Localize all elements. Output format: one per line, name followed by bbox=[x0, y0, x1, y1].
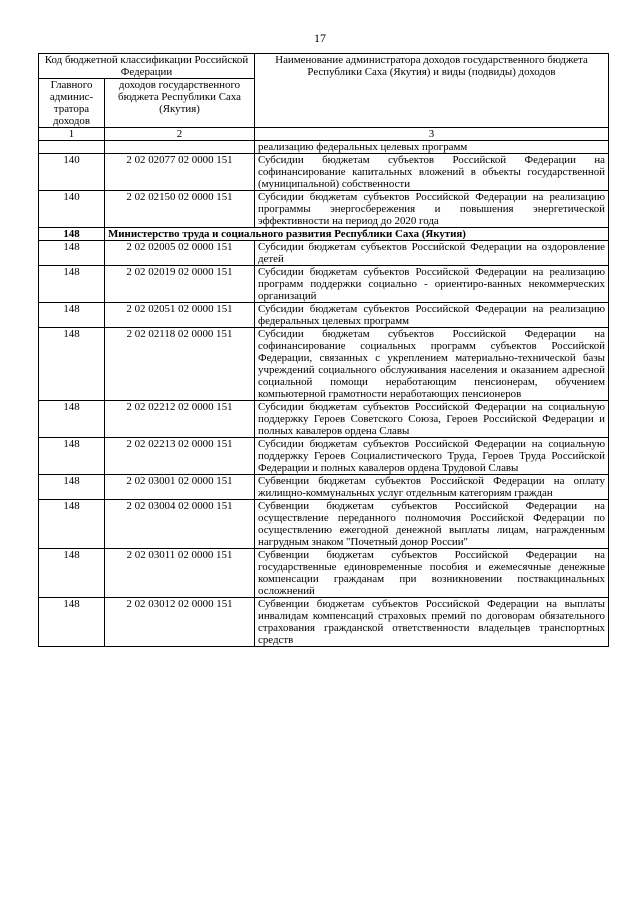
income-description-cell: Субсидии бюджетам субъектов Российской Федерации на социальную поддержку Героев Советского Союза, Героев Российской Федерации и полных кавалеров ордена Славы bbox=[255, 401, 609, 438]
table-row bbox=[39, 475, 609, 500]
income-code-cell bbox=[105, 141, 255, 154]
admin-code-cell: 148 bbox=[39, 241, 105, 266]
admin-code-cell: 148 bbox=[39, 500, 105, 549]
admin-code-cell: 148 bbox=[39, 266, 105, 303]
admin-code-cell: 148 bbox=[39, 438, 105, 475]
table-row bbox=[39, 303, 609, 328]
income-description-cell: Субсидии бюджетам субъектов Российской Федерации на реализацию программ поддержки социально - ориентиро-ванных некоммерческих организаций bbox=[255, 266, 609, 303]
admin-code-cell: 148 bbox=[39, 401, 105, 438]
income-code-cell: 2 02 02150 02 0000 151 bbox=[105, 191, 255, 228]
admin-code-cell: 148 bbox=[39, 328, 105, 401]
admin-code-cell: 148 bbox=[39, 475, 105, 500]
income-code-cell: 2 02 02051 02 0000 151 bbox=[105, 303, 255, 328]
ministry-row bbox=[39, 228, 609, 241]
income-description-cell: Субсидии бюджетам субъектов Российской Федерации на оздоровление детей bbox=[255, 241, 609, 266]
admin-code-cell bbox=[39, 141, 105, 154]
table-row bbox=[39, 500, 609, 549]
income-description-cell: Субвенции бюджетам субъектов Российской Федерации на выплаты инвалидам компенсаций страховых премий по договорам обязательного страхования гражданской ответственности владельцев транспортных средств bbox=[255, 598, 609, 647]
income-description-cell: Субвенции бюджетам субъектов Российской Федерации на оплату жилищно-коммунальных услуг отдельным категориям граждан bbox=[255, 475, 609, 500]
table-row bbox=[39, 598, 609, 647]
admin-code-cell: 148 bbox=[39, 598, 105, 647]
page-number: 17 bbox=[314, 31, 326, 45]
income-code-cell: 2 02 03012 02 0000 151 bbox=[105, 598, 255, 647]
admin-code-cell: 148 bbox=[39, 549, 105, 598]
ministry-name-cell: Министерство труда и социального развития Республики Саха (Якутия) bbox=[105, 228, 609, 241]
income-code-cell: 2 02 02077 02 0000 151 bbox=[105, 154, 255, 191]
income-description-cell: Субсидии бюджетам субъектов Российской Федерации на софинансирование социальных программ субъектов Российской Федерации, связанных с укреплением материально-технической базы учреждений социального обслуживания населения и оказанием адресной социальной помощи неработающим пенсионерам, обучением компьютерной грамотности неработающих пенсионеров bbox=[255, 328, 609, 401]
table-row bbox=[39, 154, 609, 191]
income-description-cell: Субсидии бюджетам субъектов Российской Федерации на реализацию программы энергосбережения и повышения энергетической эффективности на период до 2020 года bbox=[255, 191, 609, 228]
income-code-cell: 2 02 02213 02 0000 151 bbox=[105, 438, 255, 475]
income-code-cell: 2 02 02118 02 0000 151 bbox=[105, 328, 255, 401]
col-number-1: 1 bbox=[39, 128, 105, 141]
income-description-cell: Субсидии бюджетам субъектов Российской Федерации на социальную поддержку Героев Социалистического Труда, Героев Труда Российской Федерации и полных кавалеров ордена Трудовой Славы bbox=[255, 438, 609, 475]
budget-classification-table bbox=[38, 53, 609, 647]
income-code-cell: 2 02 02019 02 0000 151 bbox=[105, 266, 255, 303]
income-code-cell: 2 02 03001 02 0000 151 bbox=[105, 475, 255, 500]
table-row bbox=[39, 549, 609, 598]
income-description-cell: реализацию федеральных целевых программ bbox=[255, 141, 609, 154]
income-code-cell: 2 02 03004 02 0000 151 bbox=[105, 500, 255, 549]
income-code-cell: 2 02 02212 02 0000 151 bbox=[105, 401, 255, 438]
header-col3-label: Наименование администратора доходов государственного бюджета Республики Саха (Якутия) и виды (подвиды) доходов bbox=[255, 54, 609, 128]
col-number-3: 3 bbox=[255, 128, 609, 141]
admin-code-cell: 148 bbox=[39, 303, 105, 328]
income-code-cell: 2 02 03011 02 0000 151 bbox=[105, 549, 255, 598]
table-row bbox=[39, 241, 609, 266]
admin-code-cell: 140 bbox=[39, 154, 105, 191]
admin-code-cell: 140 bbox=[39, 191, 105, 228]
header-group-label: Код бюджетной классификации Российской Федерации bbox=[39, 54, 255, 79]
table-body bbox=[39, 141, 609, 647]
income-description-cell: Субсидии бюджетам субъектов Российской Федерации на софинансирование капитальных вложений в объекты государственной (муниципальной) собственности bbox=[255, 154, 609, 191]
header-col1-label: Главного админис-тратора доходов bbox=[39, 79, 105, 128]
table-row bbox=[39, 328, 609, 401]
income-description-cell: Субвенции бюджетам субъектов Российской Федерации на осуществление переданного полномочия Российской Федерации по осуществлению ежегодной денежной выплаты лицам, награжденным нагрудным знаком "Почетный донор России" bbox=[255, 500, 609, 549]
header-col2-label: доходов государственного бюджета Республики Саха (Якутия) bbox=[105, 79, 255, 128]
table-row bbox=[39, 438, 609, 475]
income-description-cell: Субвенции бюджетам субъектов Российской Федерации на государственные единовременные пособия и ежемесячные денежные компенсации гражданам при возникновении поствакцинальных осложнений bbox=[255, 549, 609, 598]
table-row bbox=[39, 191, 609, 228]
income-code-cell: 2 02 02005 02 0000 151 bbox=[105, 241, 255, 266]
table-row bbox=[39, 141, 609, 154]
admin-code-cell: 148 bbox=[39, 228, 105, 241]
col-number-2: 2 bbox=[105, 128, 255, 141]
table-row bbox=[39, 401, 609, 438]
income-description-cell: Субсидии бюджетам субъектов Российской Федерации на реализацию федеральных целевых программ bbox=[255, 303, 609, 328]
table-row bbox=[39, 266, 609, 303]
